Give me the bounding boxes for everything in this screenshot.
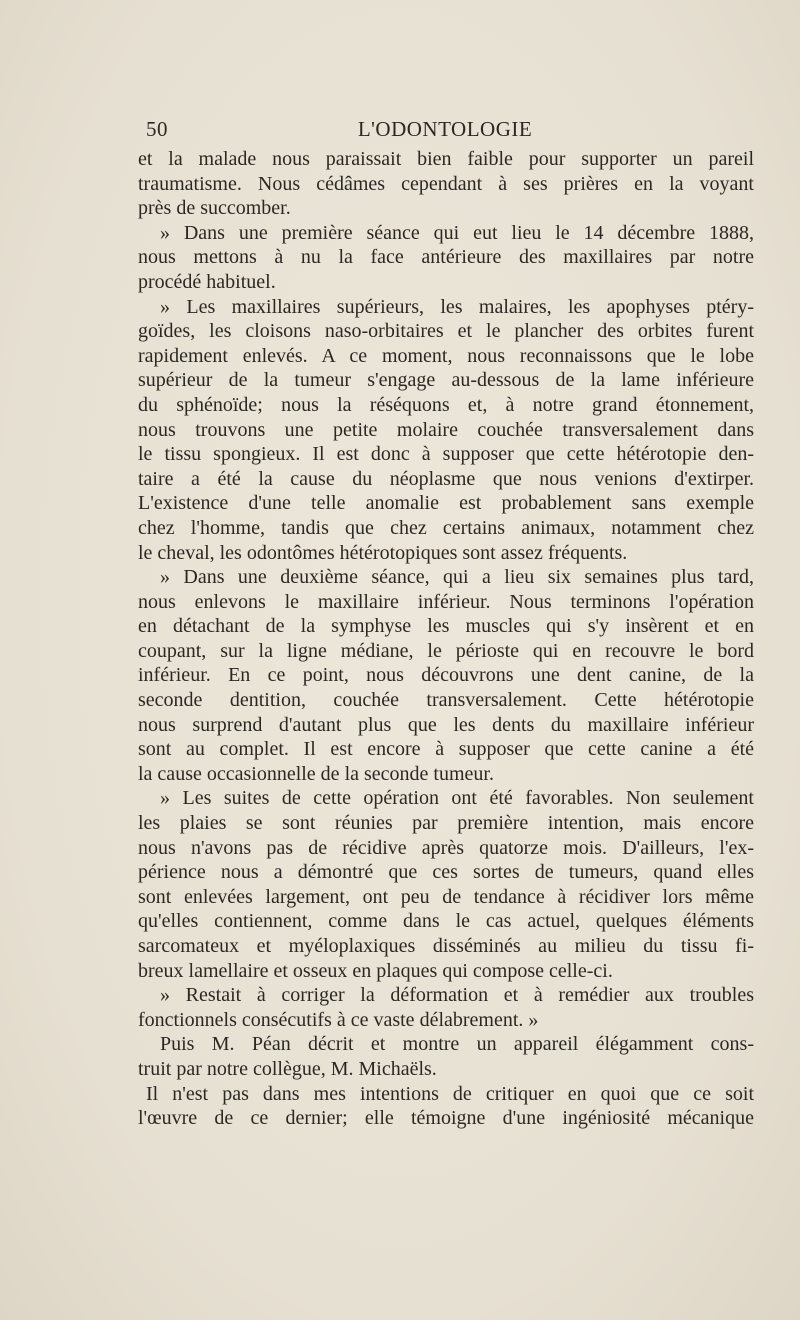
text-line: taire a été la cause du néoplasme que nous venions d'extirper.	[138, 467, 754, 490]
text-line: » Les maxillaires supérieurs, les malaires, les apophyses ptéry-	[160, 295, 754, 318]
text-line: nous trouvons une petite molaire couchée transversalement dans	[138, 418, 754, 441]
text-line: le cheval, les odontômes hétérotopiques sont assez fréquents.	[138, 541, 628, 564]
text-line: seconde dentition, couchée transversalement. Cette hétérotopie	[138, 689, 754, 712]
text-line: du sphénoïde; nous la réséquons et, à notre grand étonnement,	[138, 393, 754, 416]
text-line: le tissu spongieux. Il est donc à supposer que cette hétérotopie den-	[138, 443, 754, 466]
text-line: rapidement enlevés. A ce moment, nous reconnaissons que le lobe	[138, 344, 754, 367]
text-line: la cause occasionnelle de la seconde tumeur.	[138, 762, 494, 785]
text-line: procédé habituel.	[138, 270, 276, 293]
text-line: nous n'avons pas de récidive après quatorze mois. D'ailleurs, l'ex-	[138, 836, 754, 859]
text-line: traumatisme. Nous cédâmes cependant à ses prières en la voyant	[138, 172, 754, 195]
text-line: sont au complet. Il est encore à supposer que cette canine a été	[138, 738, 754, 761]
text-line: » Dans une première séance qui eut lieu le 14 décembre 1888,	[160, 221, 754, 244]
text-line: l'œuvre de ce dernier; elle témoigne d'une ingéniosité mécanique	[138, 1107, 754, 1130]
text-line: L'existence d'une telle anomalie est probablement sans exemple	[138, 492, 754, 515]
text-line: » Les suites de cette opération ont été favorables. Non seulement	[160, 787, 754, 810]
text-line: sarcomateux et myéloplaxiques disséminés au milieu du tissu fi-	[138, 935, 754, 957]
body-text	[138, 147, 754, 1131]
text-line: fonctionnels consécutifs à ce vaste délabrement. »	[138, 1008, 539, 1031]
text-line: sont enlevées largement, ont peu de tendance à récidiver lors même	[138, 885, 754, 908]
text-line: nous mettons à nu la face antérieure des maxillaires par notre	[138, 246, 754, 269]
text-line: coupant, sur la ligne médiane, le périoste qui en recouvre le bord	[138, 639, 754, 662]
page-header	[146, 117, 744, 147]
text-line: truit par notre collègue, M. Michaëls.	[138, 1057, 437, 1080]
text-line: près de succomber.	[138, 197, 291, 220]
text-line: nous surprend d'autant plus que les dents du maxillaire inférieur	[138, 713, 754, 736]
text-line: goïdes, les cloisons naso-orbitaires et le plancher des orbites furent	[138, 320, 754, 343]
text-line: nous enlevons le maxillaire inférieur. Nous terminons l'opération	[138, 590, 754, 613]
text-line: Il n'est pas dans mes intentions de critiquer en quoi que ce soit	[146, 1082, 754, 1105]
text-line: breux lamellaire et osseux en plaques qui compose celle-ci.	[138, 959, 613, 982]
text-line: » Restait à corriger la déformation et à remédier aux troubles	[160, 984, 754, 1007]
text-line: » Dans une deuxième séance, qui a lieu six semaines plus tard,	[160, 566, 754, 589]
text-line: chez l'homme, tandis que chez certains animaux, notamment chez	[138, 516, 754, 539]
text-line: les plaies se sont réunies par première intention, mais encore	[138, 812, 754, 835]
text-line: qu'elles contiennent, comme dans le cas actuel, quelques éléments	[138, 910, 754, 933]
text-line: Puis M. Péan décrit et montre un appareil élégamment cons-	[160, 1033, 754, 1056]
text-line: et la malade nous paraissait bien faible pour supporter un pareil	[138, 148, 754, 170]
page-number: 50	[146, 117, 168, 141]
text-line: en détachant de la symphyse les muscles qui s'y insèrent et en	[138, 615, 754, 638]
text-line: inférieur. En ce point, nous découvrons une dent canine, de la	[138, 664, 754, 687]
running-title: L'ODONTOLOGIE	[357, 117, 533, 141]
text-line: supérieur de la tumeur s'engage au-dessous de la lame inférieure	[138, 369, 754, 392]
text-line: périence nous a démontré que ces sortes de tumeurs, quand elles	[138, 861, 754, 884]
